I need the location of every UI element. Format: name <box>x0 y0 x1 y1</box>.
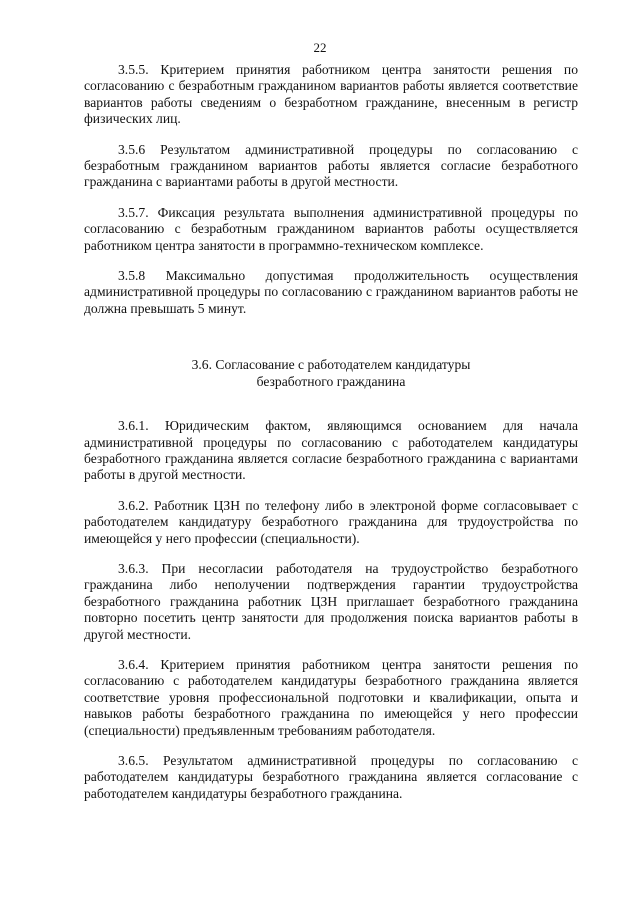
document-body <box>84 62 578 802</box>
paragraph-3-6-3: 3.6.3. При несогласии работодателя на трудоустройство безработного гражданина либо неполучении подтверждения гарантии трудоустройства безработного гражданина работник ЦЗН приглашает безработного гражданина повторно посетить центр занятости для продолжения поиска вариантов работы в другой местности. <box>84 560 578 642</box>
paragraph-3-5-5: 3.5.5. Критерием принятия работником центра занятости решения по согласованию с безработным гражданином вариантов работы является соответствие вариантов работы сведениям о безработном гражданине, внесенным в регистр физических лиц. <box>84 62 578 127</box>
section-heading-line-1: 3.6. Согласование с работодателем кандидатуры <box>191 357 471 373</box>
paragraph-3-5-6: 3.5.6 Результатом административной процедуры по согласованию с безработным гражданином вариантов работы является согласие безработного гражданина с вариантами работы в другой местности. <box>84 141 578 190</box>
paragraph-3-6-1: 3.6.1. Юридическим фактом, являющимся основанием для начала административной процедуры по согласованию с работодателем кандидатуры безработного гражданина является согласие безработного гражданина с вариантами работы в другой местности. <box>84 418 578 483</box>
paragraph-3-6-2: 3.6.2. Работник ЦЗН по телефону либо в электроной форме согласовывает с работодателем кандидатуру безработного гражданина для трудоустройства по имеющейся у него профессии (специальности). <box>84 497 578 546</box>
paragraph-3-5-8: 3.5.8 Максимально допустимая продолжительность осуществления административной процедуры по согласованию с гражданином вариантов работы не должна превышать 5 минут. <box>84 268 578 316</box>
paragraph-3-6-5: 3.6.5. Результатом административной процедуры по согласованию с работодателем кандидатуры безработного гражданина является согласование с работодателем кандидатуры безработного гражданина. <box>84 753 578 801</box>
section-heading <box>84 357 578 390</box>
page-number: 22 <box>313 40 327 55</box>
paragraph-3-6-4: 3.6.4. Критерием принятия работником центра занятости решения по согласованию с работодателем кандидатуры безработного гражданина является соответствие уровня профессиональной подготовки и квалификации, опыта и навыков работы безработного гражданина по имеющейся у него профессии (специальности) предъявленным требованиям работодателя. <box>84 656 578 738</box>
paragraph-3-5-7: 3.5.7. Фиксация результата выполнения административной процедуры по согласованию с безработным гражданином вариантов работы осуществляется работником центра занятости в программно-техническом комплексе. <box>84 204 578 253</box>
section-heading-line-2: безработного гражданина <box>256 373 406 389</box>
